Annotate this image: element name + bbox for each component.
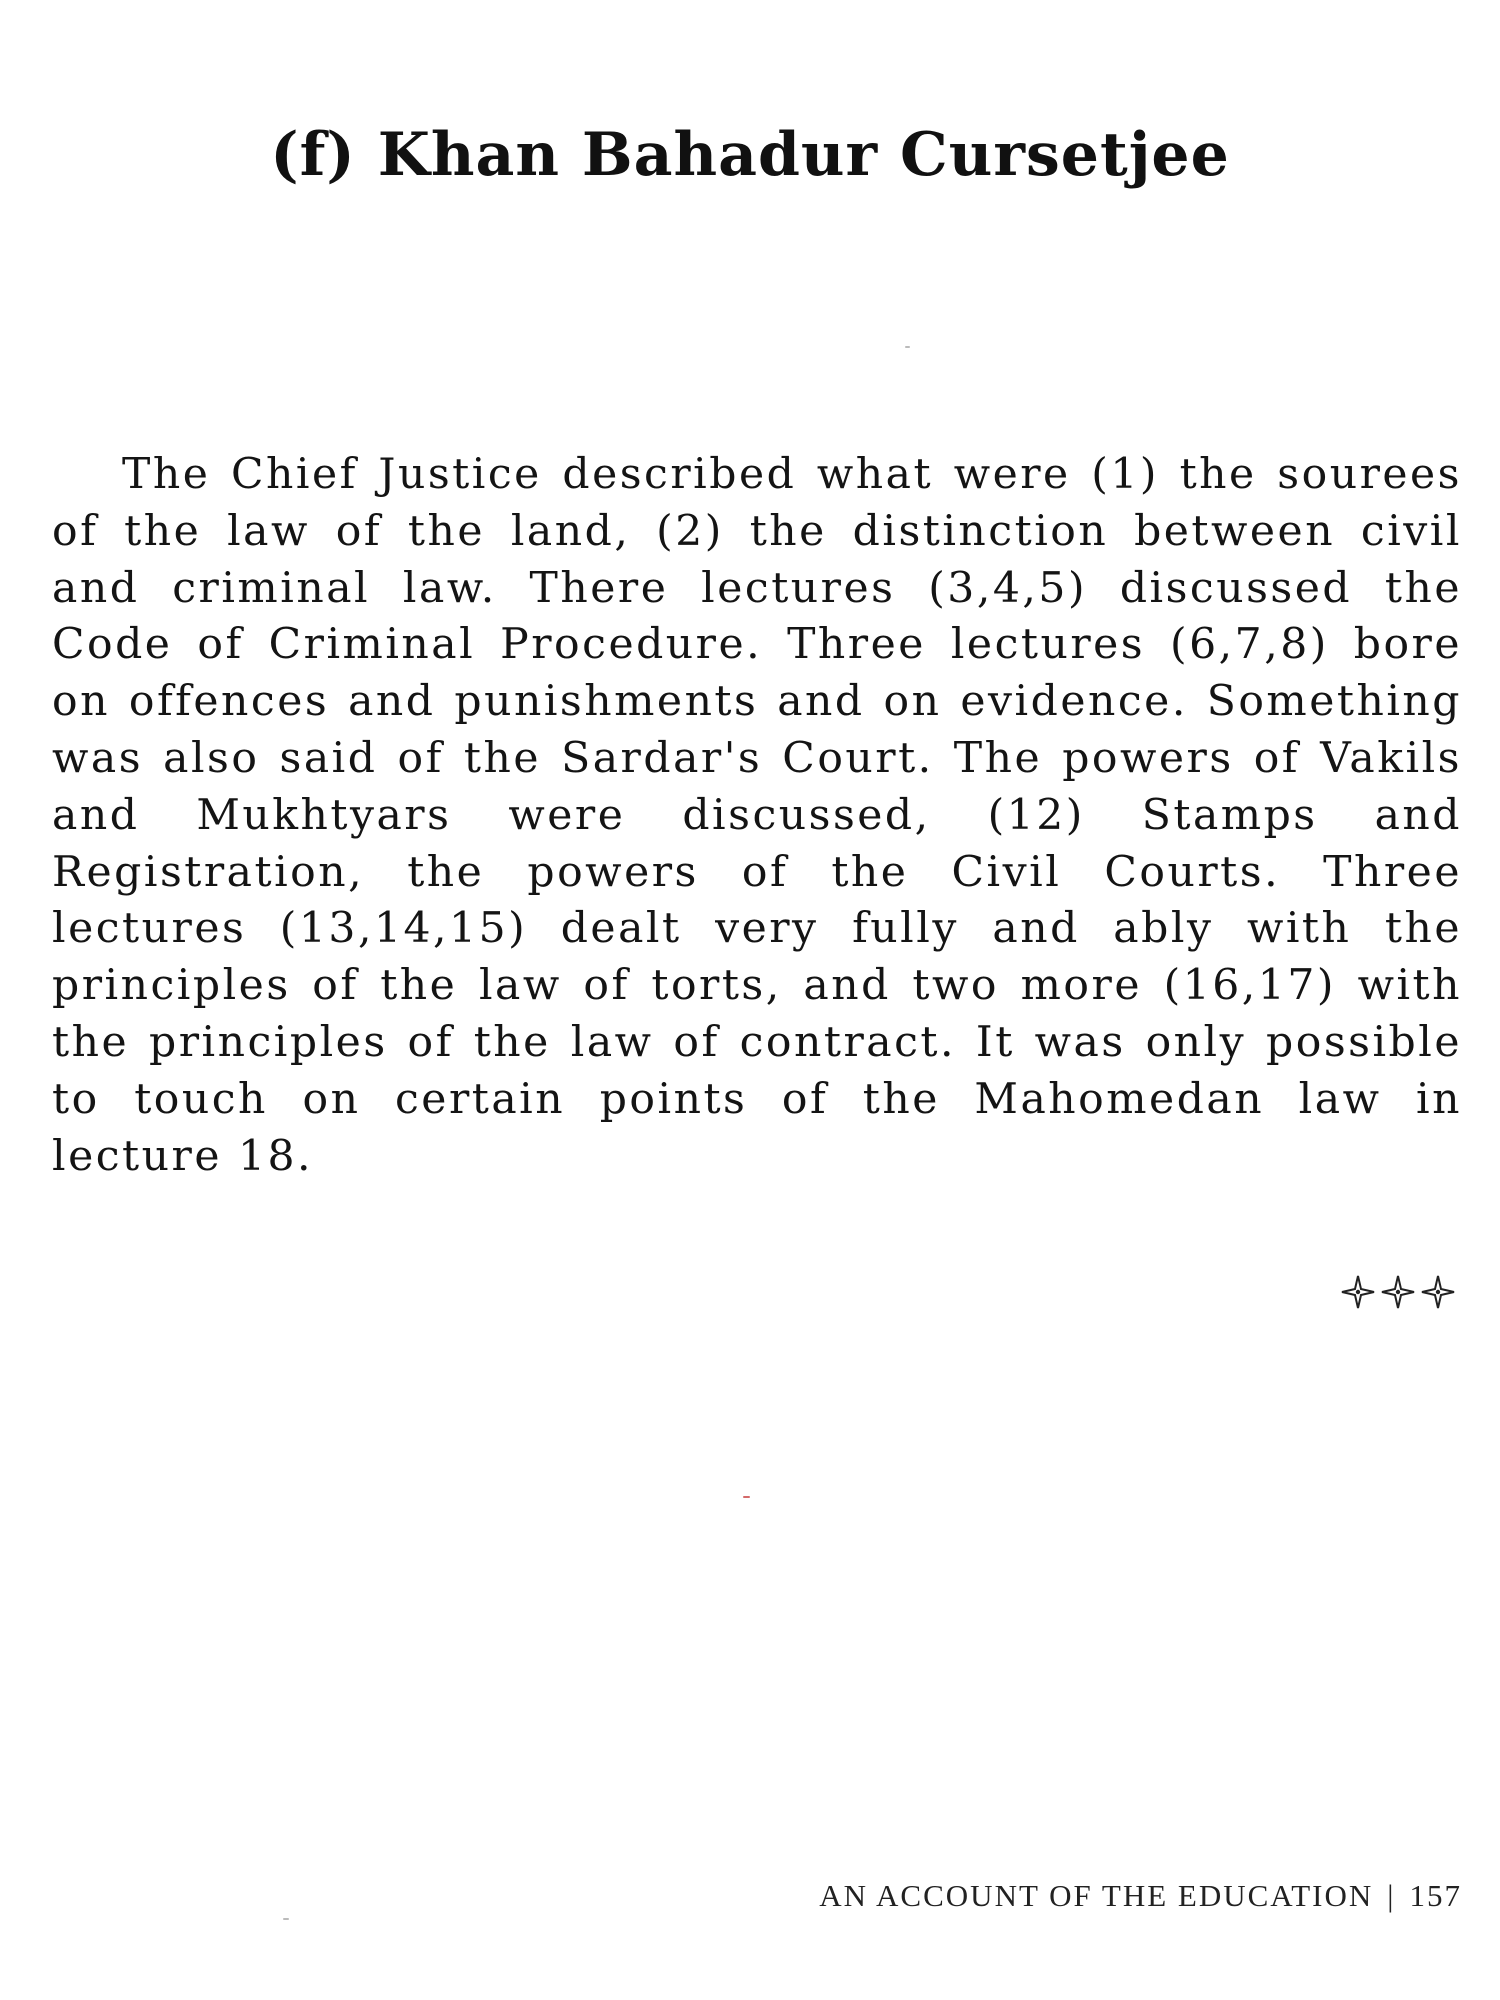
body-paragraph: The Chief Justice described what were (1) the sourees of the law of the land, (2) the distinction between civil and criminal law. There lectures (3,4,5) discussed the Code of Criminal Procedure. Three lectures (6,7,8) bore on offences and punishments and on evidence. Something was also said of the Sardar's Court. The powers of Vakils and Mukhtyars were discussed, (12) Stamps and Registration, the powers of the Civil Courts. Three lectures (13,14,15) dealt very fully and ably with the principles of the law of torts, and two more (16,17) with the principles of the law of contract. It was only possible to touch on certain points of the Mahomedan law in lecture 18. (52, 450, 1462, 1181)
footer-running-title: AN ACCOUNT OF THE EDUCATION (819, 1878, 1374, 1913)
scan-speck (905, 346, 910, 348)
page-number: 157 (1409, 1878, 1462, 1913)
four-point-star-icon (1381, 1275, 1415, 1309)
section-heading: (f) Khan Bahadur Cursetjee (270, 120, 1230, 190)
scan-speck (743, 1496, 750, 1498)
running-footer (819, 1878, 1462, 1914)
footer-separator: | (1387, 1878, 1396, 1913)
section-end-ornament (1341, 1275, 1455, 1309)
scan-speck (283, 1918, 289, 1920)
four-point-star-icon (1341, 1275, 1375, 1309)
four-point-star-icon (1421, 1275, 1455, 1309)
